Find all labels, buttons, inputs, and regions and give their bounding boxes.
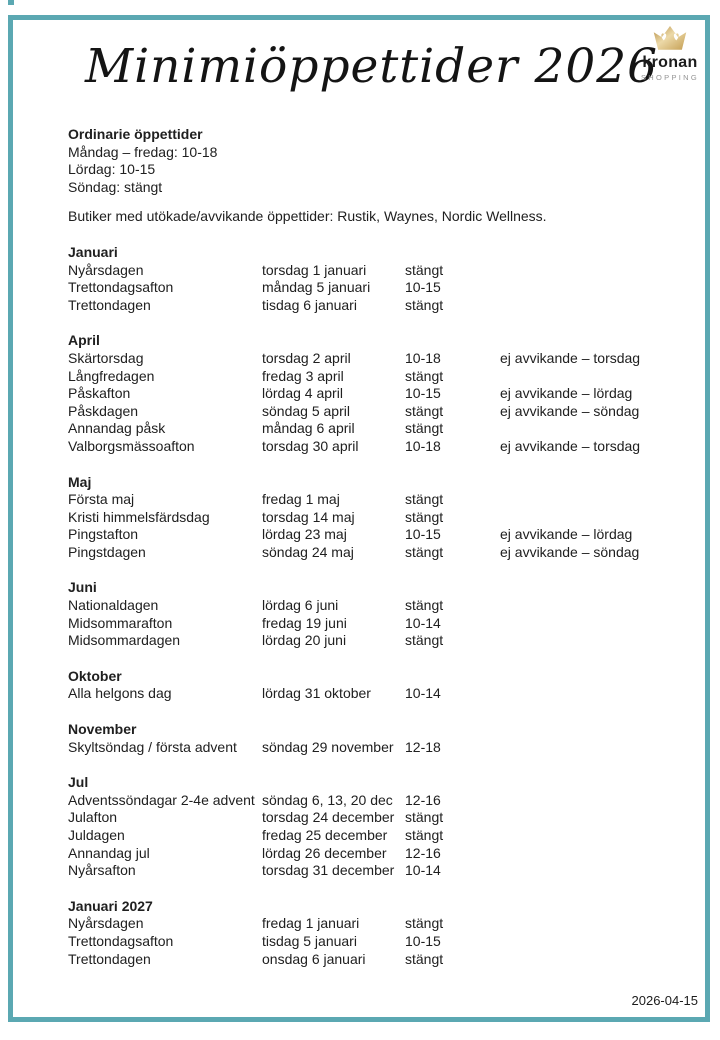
month-heading: November: [68, 721, 137, 738]
holiday-name: Första maj: [68, 491, 135, 508]
schedule-row: [68, 438, 668, 456]
holiday-date: lördag 6 juni: [262, 597, 339, 614]
logo-name: kronan: [642, 54, 698, 71]
holiday-name: Julafton: [68, 809, 118, 826]
schedule-row: [68, 809, 668, 827]
month-section: [68, 244, 668, 314]
schedule-row: [68, 279, 668, 297]
holiday-hours: 10-18: [405, 437, 441, 454]
section-rows: [68, 350, 668, 456]
schedule-row: [68, 420, 668, 438]
month-heading: Jul: [68, 774, 89, 791]
page-title: Minimiöppettider 2026: [85, 39, 659, 94]
holiday-note: [500, 685, 668, 703]
holiday-name: Juldagen: [68, 827, 125, 843]
schedule-row: [68, 615, 668, 633]
holiday-name: Påskdagen: [68, 402, 139, 419]
holiday-date: lördag 26 december: [262, 844, 387, 861]
holiday-hours: stängt: [405, 597, 444, 614]
holiday-hours: 10-14: [405, 685, 441, 702]
holiday-name: Trettondagsafton: [68, 932, 174, 949]
month-section: [68, 579, 668, 649]
holiday-hours: stängt: [405, 950, 444, 967]
holiday-date: onsdag 6 januari: [262, 950, 366, 967]
schedule-row: [68, 262, 668, 280]
holiday-date: söndag 6, 13, 20 dec: [262, 791, 393, 808]
holiday-note: [500, 297, 668, 315]
intro-line-saturday: Lördag: 10-15: [68, 161, 156, 178]
holiday-hours: stängt: [405, 915, 444, 932]
holiday-hours: stängt: [405, 632, 444, 649]
holiday-name: Midsommarafton: [68, 614, 173, 631]
holiday-hours: stängt: [405, 296, 444, 313]
holiday-note: [500, 262, 668, 280]
holiday-name: Valborgsmässoafton: [68, 437, 195, 454]
holiday-hours: stängt: [405, 261, 444, 278]
holiday-date: torsdag 24 december: [262, 809, 395, 826]
intro-line-weekdays: Måndag – fredag: 10-18: [68, 143, 218, 160]
section-rows: [68, 491, 668, 561]
schedule-row: [68, 685, 668, 703]
holiday-date: torsdag 2 april: [262, 349, 351, 366]
schedule-row: [68, 827, 668, 845]
section-rows: [68, 685, 668, 703]
holiday-note: [500, 739, 668, 757]
holiday-date: torsdag 14 maj: [262, 508, 355, 525]
logo-subtitle: SHOPPING: [641, 72, 699, 82]
holiday-hours: 10-14: [405, 862, 441, 879]
intro-line-sunday: Söndag: stängt: [68, 178, 163, 195]
holiday-note: [500, 951, 668, 969]
holiday-name: Adventssöndagar 2-4e advent: [68, 791, 255, 808]
holiday-hours: 10-15: [405, 526, 441, 543]
holiday-name: Midsommardagen: [68, 632, 181, 649]
month-section: [68, 474, 668, 562]
holiday-note: [500, 845, 668, 863]
holiday-date: söndag 24 maj: [262, 543, 354, 560]
holiday-name: Trettondagsafton: [68, 279, 174, 296]
schedule-row: [68, 597, 668, 615]
holiday-hours: stängt: [405, 367, 444, 384]
schedule-row: [68, 632, 668, 650]
holiday-name: Annandag påsk: [68, 420, 166, 437]
holiday-name: Annandag jul: [68, 844, 150, 861]
schedule-row: [68, 544, 668, 562]
holiday-hours: stängt: [405, 827, 444, 843]
schedule-row: [68, 368, 668, 386]
holiday-name: Nyårsafton: [68, 862, 136, 879]
month-sections: [68, 244, 668, 968]
holiday-name: Alla helgons dag: [68, 685, 172, 702]
holiday-date: lördag 20 juni: [262, 632, 347, 649]
section-rows: [68, 739, 668, 757]
border-brush-chip: [8, 0, 14, 5]
month-heading: Januari 2027: [68, 897, 153, 914]
holiday-note: ej avvikande – lördag: [500, 385, 633, 402]
holiday-note: [500, 809, 668, 827]
holiday-note: [500, 615, 668, 633]
schedule-row: [68, 845, 668, 863]
holiday-note: [500, 420, 668, 438]
holiday-date: fredag 25 december: [262, 827, 388, 843]
holiday-hours: 10-15: [405, 932, 441, 949]
month-section: [68, 668, 668, 703]
holiday-date: måndag 6 april: [262, 420, 355, 437]
section-rows: [68, 597, 668, 650]
holiday-date: fredag 1 maj: [262, 491, 340, 508]
holiday-hours: 10-14: [405, 614, 441, 631]
holiday-note: [500, 827, 668, 845]
schedule-row: [68, 739, 668, 757]
holiday-note: [500, 491, 668, 509]
holiday-hours: 12-16: [405, 844, 441, 861]
intro-heading: Ordinarie öppettider: [68, 126, 203, 142]
intro-note: Butiker med utökade/avvikande öppettider: Rustik, Waynes, Nordic Wellness.: [68, 208, 547, 225]
holiday-name: Kristi himmelsfärdsdag: [68, 508, 210, 525]
schedule-row: [68, 403, 668, 421]
holiday-date: tisdag 6 januari: [262, 296, 357, 313]
holiday-date: fredag 19 juni: [262, 614, 347, 631]
holiday-hours: stängt: [405, 420, 444, 437]
holiday-note: [500, 632, 668, 650]
holiday-date: fredag 1 januari: [262, 915, 360, 932]
holiday-hours: stängt: [405, 809, 444, 826]
holiday-name: Nationaldagen: [68, 597, 159, 614]
holiday-hours: stängt: [405, 543, 444, 560]
schedule-row: [68, 951, 668, 969]
holiday-name: Nyårsdagen: [68, 261, 144, 278]
holiday-note: ej avvikande – söndag: [500, 543, 640, 560]
footer-date: 2026-04-15: [631, 993, 698, 1008]
schedule-row: [68, 526, 668, 544]
month-section: [68, 721, 668, 756]
holiday-name: Nyårsdagen: [68, 915, 144, 932]
holiday-date: fredag 3 april: [262, 367, 344, 384]
month-heading: Maj: [68, 473, 92, 490]
holiday-hours: 10-15: [405, 385, 441, 402]
holiday-date: torsdag 30 april: [262, 437, 359, 454]
holiday-hours: stängt: [405, 402, 444, 419]
holiday-date: lördag 23 maj: [262, 526, 347, 543]
holiday-hours: stängt: [405, 491, 444, 508]
holiday-date: torsdag 31 december: [262, 862, 395, 879]
holiday-hours: 10-18: [405, 349, 441, 366]
month-section: [68, 332, 668, 455]
schedule-row: [68, 350, 668, 368]
schedule-row: [68, 509, 668, 527]
holiday-note: [500, 933, 668, 951]
holiday-hours: stängt: [405, 508, 444, 525]
holiday-note: ej avvikande – söndag: [500, 402, 640, 419]
section-rows: [68, 915, 668, 968]
month-heading: Januari: [68, 243, 118, 260]
holiday-date: söndag 5 april: [262, 402, 350, 419]
schedule-row: [68, 933, 668, 951]
schedule-content: [68, 126, 668, 968]
holiday-date: torsdag 1 januari: [262, 261, 367, 278]
schedule-row: [68, 491, 668, 509]
holiday-note: ej avvikande – torsdag: [500, 437, 641, 454]
kronan-logo: [636, 24, 704, 82]
month-section: [68, 898, 668, 968]
holiday-note: [500, 509, 668, 527]
holiday-name: Långfredagen: [68, 367, 155, 384]
holiday-hours: 12-16: [405, 791, 441, 808]
holiday-date: lördag 4 april: [262, 385, 343, 402]
holiday-note: [500, 368, 668, 386]
schedule-row: [68, 297, 668, 315]
month-section: [68, 774, 668, 880]
holiday-name: Skärtorsdag: [68, 349, 144, 366]
holiday-name: Trettondagen: [68, 296, 151, 313]
crown-icon: [636, 24, 704, 53]
month-heading: April: [68, 332, 100, 349]
section-rows: [68, 792, 668, 880]
month-heading: Oktober: [68, 667, 122, 684]
month-heading: Juni: [68, 579, 97, 596]
holiday-name: Pingstdagen: [68, 543, 146, 560]
holiday-name: Påskafton: [68, 385, 131, 402]
holiday-note: [500, 279, 668, 297]
holiday-hours: 12-18: [405, 738, 441, 755]
holiday-note: [500, 792, 668, 810]
holiday-note: [500, 597, 668, 615]
holiday-date: tisdag 5 januari: [262, 932, 357, 949]
holiday-date: måndag 5 januari: [262, 279, 371, 296]
holiday-name: Pingstafton: [68, 526, 139, 543]
schedule-row: [68, 385, 668, 403]
schedule-row: [68, 792, 668, 810]
schedule-row: [68, 915, 668, 933]
section-rows: [68, 262, 668, 315]
holiday-name: Skyltsöndag / första advent: [68, 738, 237, 755]
holiday-note: [500, 915, 668, 933]
holiday-note: [500, 862, 668, 880]
holiday-hours: 10-15: [405, 279, 441, 296]
holiday-date: söndag 29 november: [262, 738, 394, 755]
holiday-date: lördag 31 oktober: [262, 685, 371, 702]
holiday-note: ej avvikande – lördag: [500, 526, 633, 543]
holiday-name: Trettondagen: [68, 950, 151, 967]
schedule-row: [68, 862, 668, 880]
holiday-note: ej avvikande – torsdag: [500, 349, 641, 366]
